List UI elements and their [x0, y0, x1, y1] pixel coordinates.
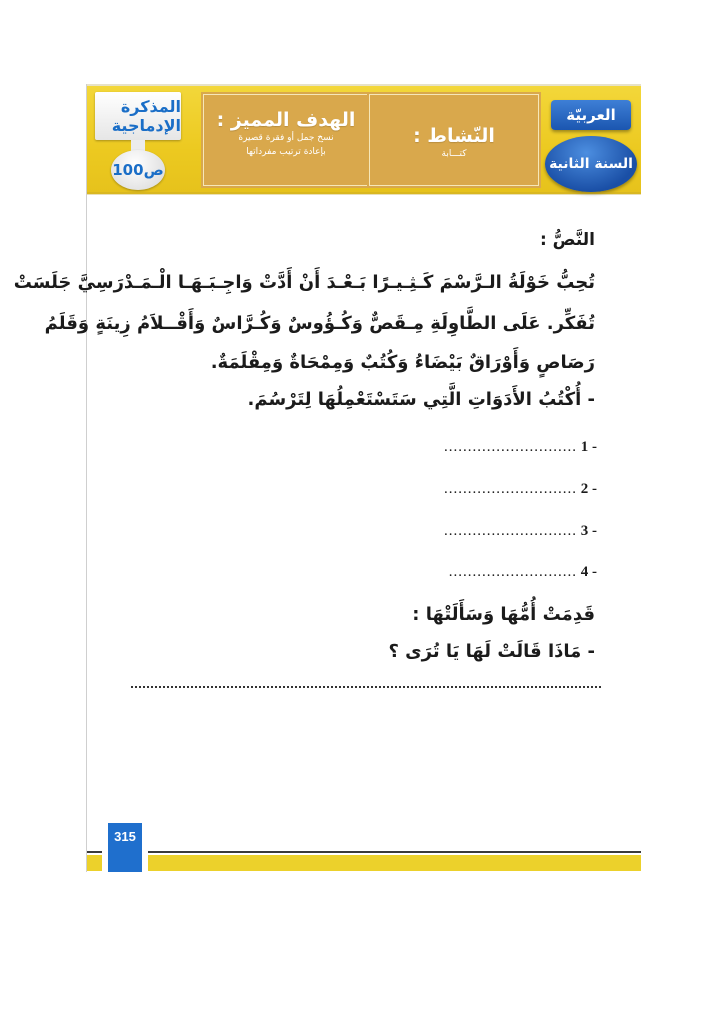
followup-line-2: - مَاذَا قَالَتْ لَهَا يَا تُرَى ؟ — [388, 641, 595, 662]
page-code-badge: 100ص — [111, 150, 165, 190]
footer-rule — [87, 851, 641, 853]
header-shadow — [87, 192, 641, 195]
answer-dots: ............................ — [444, 439, 577, 455]
answer-line-4[interactable] — [449, 564, 597, 581]
footer-band — [87, 855, 641, 871]
answer-line-3[interactable] — [444, 523, 597, 540]
answer-dots: ............................ — [444, 523, 577, 539]
goal-line-2: بإعادة ترتيب مفرداتها — [246, 147, 326, 157]
integration-tag: المذكرة الإدماجية — [95, 92, 181, 140]
activity-box — [369, 94, 539, 186]
header-band — [87, 84, 641, 194]
goal-box — [203, 94, 369, 186]
final-answer-line[interactable] — [131, 686, 601, 688]
goal-title: الهدف المميز : — [216, 109, 356, 131]
text-heading: النَّصُّ : — [539, 230, 595, 250]
instruction-line: - أُكْتُبُ الأَدَوَاتِ الَّتِي سَتَسْتَعْمِلُهَا لِتَرْسُمَ. — [247, 389, 595, 410]
subject-badge: العربيّة — [551, 100, 631, 130]
answer-line-1[interactable] — [444, 439, 597, 456]
footer-gap — [142, 849, 148, 873]
answer-number: 4 - — [580, 564, 597, 580]
text-line-2: تُفَكِّر. عَلَى الطَّاوِلَةِ مِـقَصٌّ وَكُـؤُوسٌ وَكُـرَّاسٌ وَأَقْــلاَمُ زِينَةٍ وَقَلَمُ — [44, 313, 595, 334]
answer-dots: ........................... — [448, 564, 577, 580]
activity-value: كتـــابة — [441, 149, 467, 159]
answer-number: 2 - — [580, 481, 597, 497]
text-line-3: رَصَاصٍ وَأَوْرَاقٌ بَيْضَاءُ وَكُتُبٌ وَمِمْحَاةٌ وَمِقْلَمَةٌ. — [210, 352, 595, 373]
activity-title: النّشاط : — [413, 125, 495, 147]
answer-number: 1 - — [580, 439, 597, 455]
year-badge: السنة الثانية — [545, 136, 637, 192]
followup-line-1: قَدِمَتْ أُمُّهَا وَسَأَلَتْهَا : — [412, 604, 595, 625]
answer-number: 3 - — [580, 523, 597, 539]
goal-line-1: نسخ جمل أو فقرة قصيرة — [238, 133, 334, 143]
answer-line-2[interactable] — [444, 481, 597, 498]
text-line-1: تُحِبُّ خَوْلَةُ الـرَّسْمَ كَـثِـيـرًا بَـعْـدَ أَنْ أَدَّتْ وَاجِـبَـهَـا الْـمَـدْرَسِيَّ جَلَسَتْ — [13, 272, 595, 293]
answer-dots: ............................ — [444, 481, 577, 497]
worksheet-page — [13, 84, 641, 872]
page-number: 315 — [108, 823, 142, 872]
